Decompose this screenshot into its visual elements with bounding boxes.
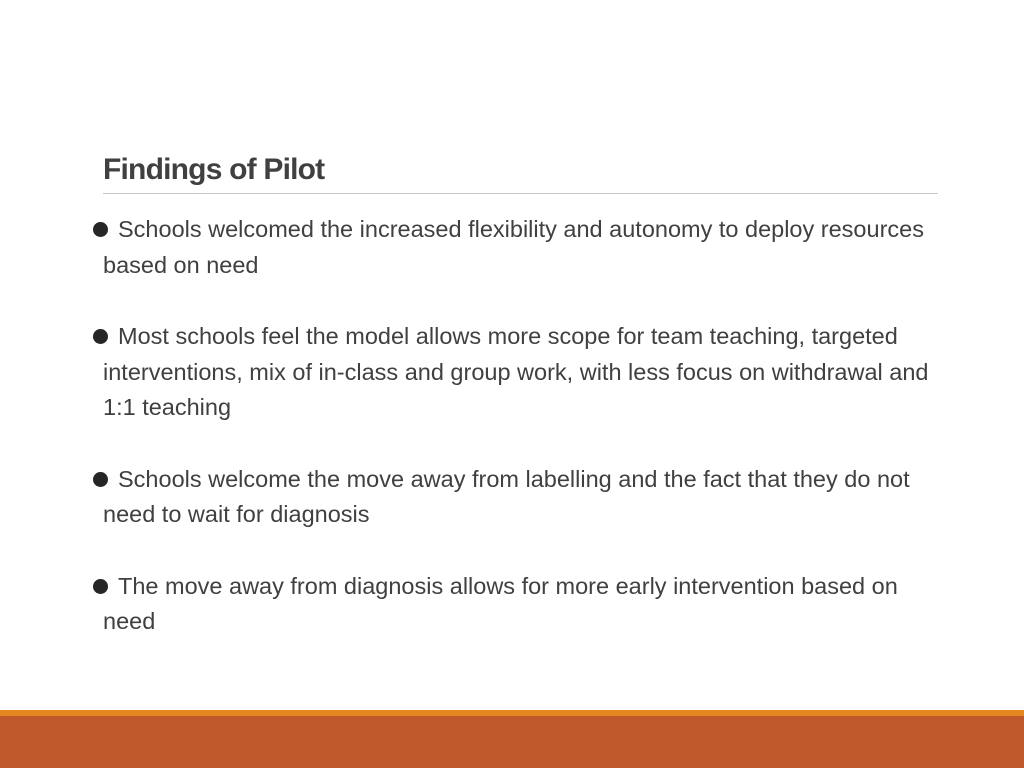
bullet-item <box>93 319 953 426</box>
bullet-dot-icon <box>93 579 108 594</box>
bullet-text: The move away from diagnosis allows for more early intervention based on need <box>103 572 898 634</box>
bullet-dot-icon <box>93 222 108 237</box>
bullet-dot-icon <box>93 472 108 487</box>
bullet-item <box>93 212 953 283</box>
footer-bar <box>0 716 1024 768</box>
bullet-text: Schools welcome the move away from labelling and the fact that they do not need to wait for diagnosis <box>103 465 910 527</box>
title-divider <box>103 193 938 194</box>
bullet-list <box>93 212 953 676</box>
bullet-item <box>93 569 953 640</box>
slide-title: Findings of Pilot <box>103 153 325 186</box>
bullet-dot-icon <box>93 329 108 344</box>
bullet-text: Schools welcomed the increased flexibility and autonomy to deploy resources based on need <box>103 216 924 278</box>
bullet-item <box>93 462 953 533</box>
bullet-text: Most schools feel the model allows more scope for team teaching, targeted interventions, mix of in-class and group work, with less focus on withdrawal and 1:1 teaching <box>103 323 929 420</box>
